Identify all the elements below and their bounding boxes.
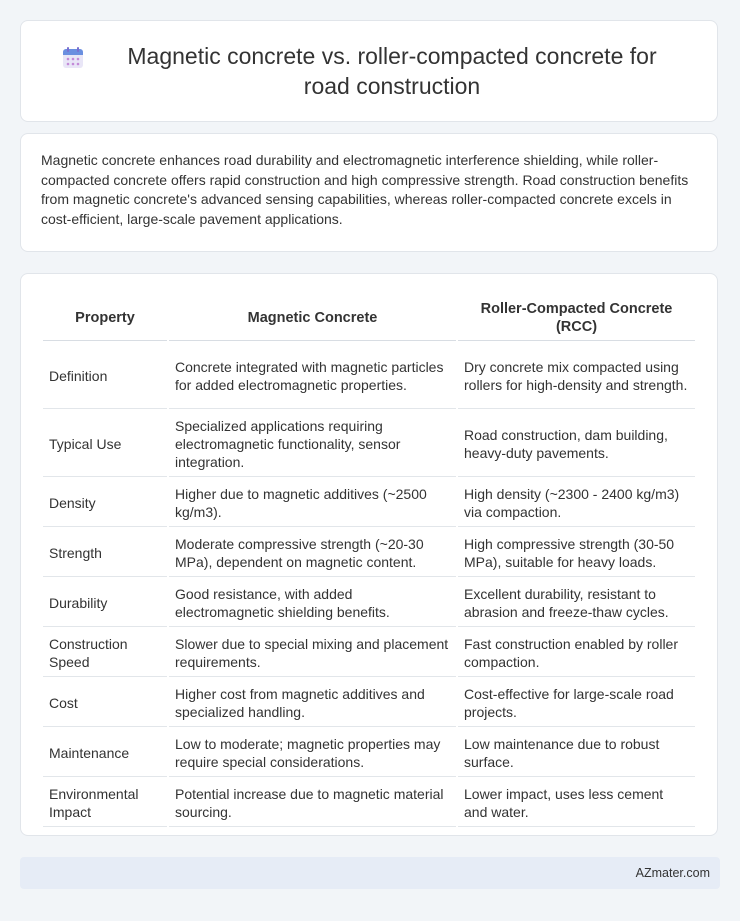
cell-property: Durability — [43, 579, 167, 627]
footer-brand: AZmater.com — [635, 866, 710, 880]
cell-magnetic: Low to moderate; magnetic properties may require special considerations. — [169, 729, 456, 777]
cell-magnetic: Specialized applications requiring electromagnetic functionality, sensor integration. — [169, 411, 456, 477]
cell-rcc: Fast construction enabled by roller compaction. — [458, 629, 695, 677]
cell-property: Strength — [43, 529, 167, 577]
comparison-table-card — [20, 273, 718, 836]
cell-rcc: Low maintenance due to robust surface. — [458, 729, 695, 777]
title-wrap — [21, 41, 717, 101]
cell-magnetic: Potential increase due to magnetic material sourcing. — [169, 779, 456, 827]
cell-property: Maintenance — [43, 729, 167, 777]
table-row — [43, 479, 695, 527]
cell-property: Definition — [43, 343, 167, 409]
cell-rcc: Cost-effective for large-scale road projects. — [458, 679, 695, 727]
header-property: Property — [43, 296, 167, 341]
comparison-table — [41, 294, 697, 829]
header-rcc: Roller-Compacted Concrete (RCC) — [458, 296, 695, 341]
cell-rcc: Road construction, dam building, heavy-duty pavements. — [458, 411, 695, 477]
title-card — [20, 20, 718, 122]
cell-magnetic: Slower due to special mixing and placement requirements. — [169, 629, 456, 677]
cell-rcc: Excellent durability, resistant to abrasion and freeze-thaw cycles. — [458, 579, 695, 627]
calendar-icon — [61, 46, 85, 70]
cell-magnetic: Concrete integrated with magnetic particles for added electromagnetic properties. — [169, 343, 456, 409]
cell-property: Density — [43, 479, 167, 527]
table-row — [43, 729, 695, 777]
cell-rcc: Dry concrete mix compacted using rollers for high-density and strength. — [458, 343, 695, 409]
cell-property: Typical Use — [43, 411, 167, 477]
cell-rcc: High compressive strength (30-50 MPa), suitable for heavy loads. — [458, 529, 695, 577]
cell-magnetic: Higher due to magnetic additives (~2500 kg/m3). — [169, 479, 456, 527]
cell-property: Construction Speed — [43, 629, 167, 677]
table-row — [43, 679, 695, 727]
table-row — [43, 529, 695, 577]
header-magnetic-concrete: Magnetic Concrete — [169, 296, 456, 341]
cell-magnetic: Moderate compressive strength (~20-30 MPa), dependent on magnetic content. — [169, 529, 456, 577]
table-row — [43, 411, 695, 477]
cell-property: Cost — [43, 679, 167, 727]
intro-card — [20, 133, 718, 252]
table-row — [43, 779, 695, 827]
footer — [20, 857, 720, 889]
page-title: Magnetic concrete vs. roller-compacted concrete for road construction — [127, 43, 657, 99]
table-row — [43, 343, 695, 409]
cell-rcc: Lower impact, uses less cement and water. — [458, 779, 695, 827]
intro-text: Magnetic concrete enhances road durability and electromagnetic interference shielding, while roller-compacted concrete offers rapid construction and high compressive strength. Road construction benefits from magnetic concrete's advanced sensing capabilities, whereas roller-compacted concrete excels in cost-efficient, large-scale pavement applications. — [41, 152, 689, 227]
cell-magnetic: Higher cost from magnetic additives and specialized handling. — [169, 679, 456, 727]
cell-magnetic: Good resistance, with added electromagnetic shielding benefits. — [169, 579, 456, 627]
cell-property: Environmental Impact — [43, 779, 167, 827]
table-row — [43, 579, 695, 627]
table-header-row — [43, 296, 695, 341]
table-row — [43, 629, 695, 677]
cell-rcc: High density (~2300 - 2400 kg/m3) via compaction. — [458, 479, 695, 527]
